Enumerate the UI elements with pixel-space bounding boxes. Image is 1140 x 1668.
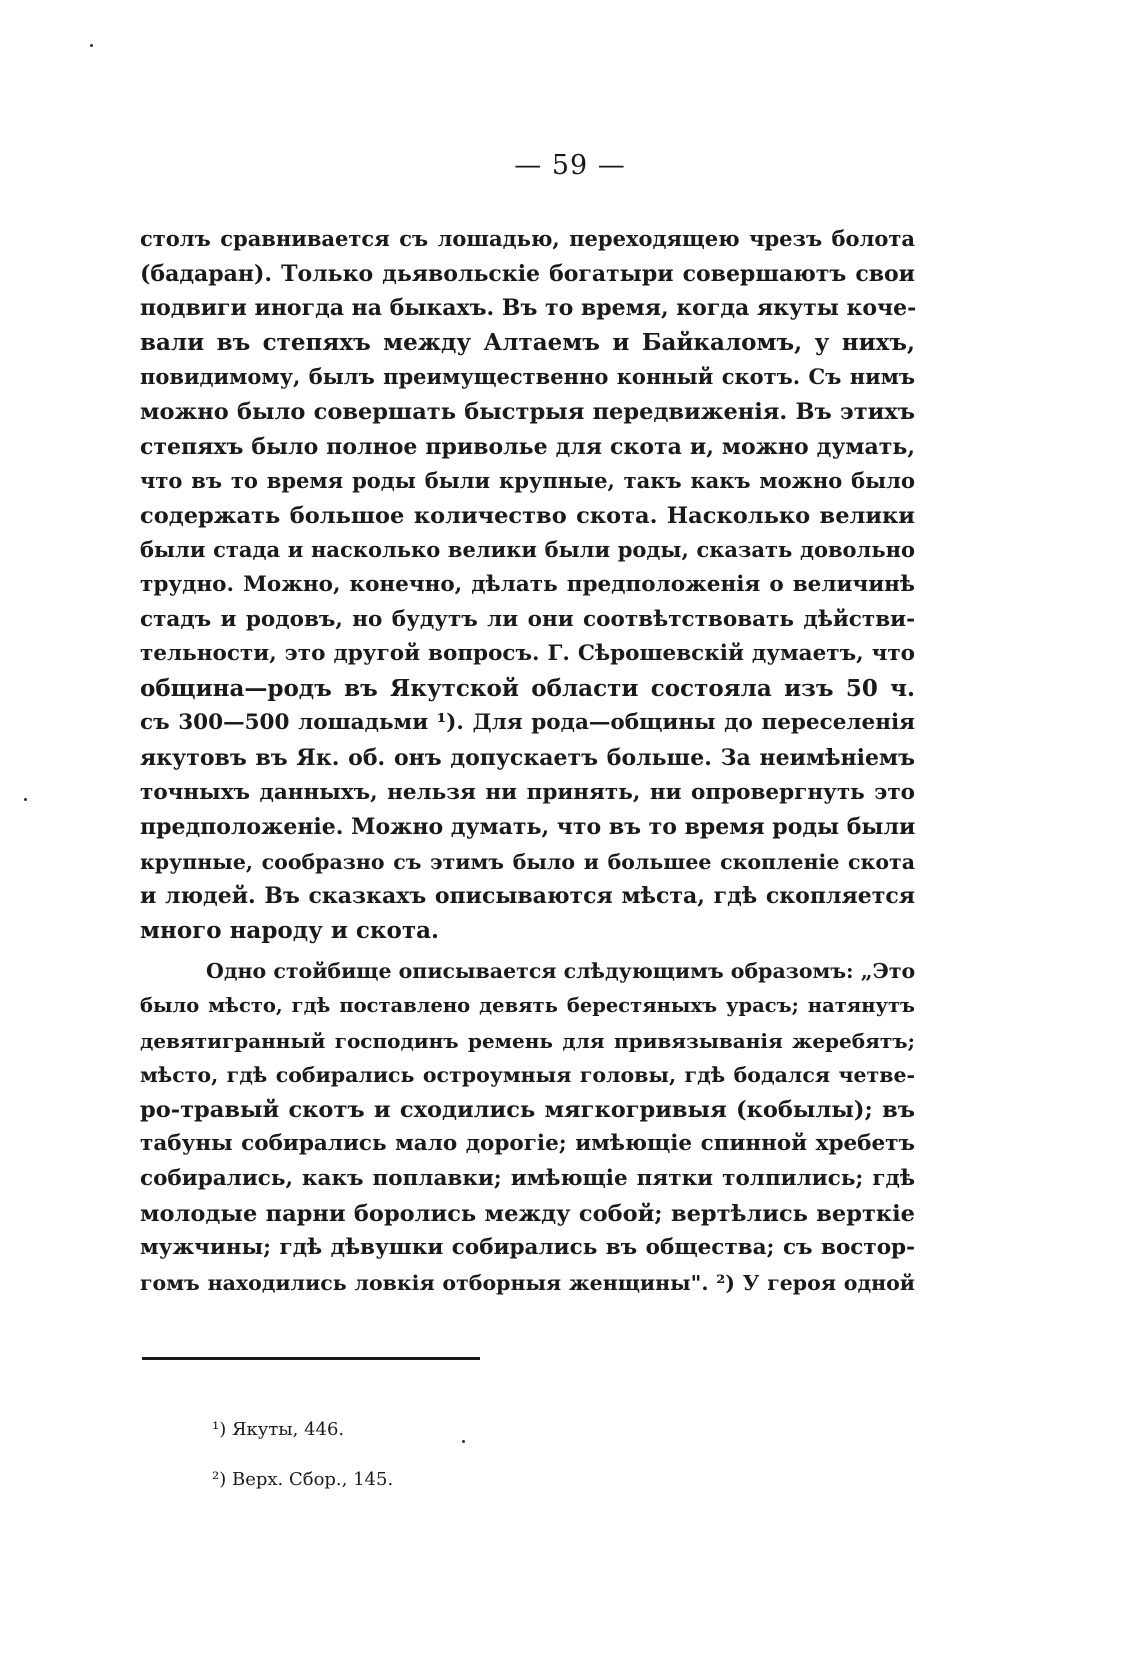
text-line: мужчины; гдѣ дѣвушки собирались въ общества; съ востор-	[140, 1235, 915, 1261]
text-line: можно было совершать быстрыя передвиженія. Въ этихъ	[140, 398, 915, 425]
footnote-2: ²) Верх. Сбор., 145.	[212, 1469, 394, 1490]
scan-speck	[462, 1440, 465, 1443]
footnote-1: ¹) Якуты, 446.	[212, 1419, 345, 1440]
text-line: девятигранный господинъ ремень для привязыванія жеребятъ;	[140, 1028, 915, 1053]
text-line: тельности, это другой вопросъ. Г. Сѣрошевскій думаетъ, что	[140, 641, 915, 667]
page-number: — 59 —	[514, 150, 626, 181]
text-line: стадъ и родовъ, но будутъ ли они соотвѣтствовать дѣйстви-	[140, 606, 915, 632]
scan-speck	[90, 44, 93, 47]
text-line: повидимому, былъ преимущественно конный скотъ. Съ нимъ	[140, 364, 915, 390]
text-line: съ 300—500 лошадьми ¹). Для рода—общины до переселенія	[140, 710, 915, 736]
text-line: вали въ степяхъ между Алтаемъ и Байкаломъ, у нихъ,	[140, 328, 915, 356]
text-line: Одно стойбище описывается слѣдующимъ образомъ: „Это	[206, 959, 916, 984]
text-line: степяхъ было полное приволье для скота и, можно думать,	[140, 433, 915, 460]
text-line: были стада и насколько велики были роды, сказать довольно	[140, 537, 915, 563]
text-line: подвиги иногда на быкахъ. Въ то время, когда якуты коче-	[140, 295, 917, 322]
text-line: содержать большое количество скота. Насколько велики	[140, 502, 915, 529]
scan-speck	[24, 798, 27, 801]
text-line: община—родъ въ Якутской области состояла изъ 50 ч.	[140, 674, 915, 702]
text-line: молодые парни боролись между собой; вертѣлись верткіе	[140, 1200, 915, 1227]
text-line: точныхъ данныхъ, нельзя ни принять, ни опровергнуть это	[140, 779, 915, 805]
text-line: ро-травый скотъ и сходились мягкогривыя (кобылы); въ	[140, 1096, 915, 1123]
paragraph-1	[140, 222, 915, 948]
text-line: мѣсто, гдѣ собирались остроумныя головы, гдѣ бодался четве-	[140, 1063, 915, 1088]
text-line: было мѣсто, гдѣ поставлено девять берестяныхъ урасъ; натянутъ	[140, 994, 915, 1018]
text-line: гомъ находились ловкія отборныя женщины". ²) У героя одной	[140, 1270, 915, 1295]
footnotes	[212, 1405, 393, 1505]
footnote-divider	[142, 1357, 480, 1360]
text-line: и людей. Въ сказкахъ описываются мѣста, гдѣ скопляется	[140, 883, 915, 910]
text-line: трудно. Можно, конечно, дѣлать предположенія о величинѣ	[140, 571, 915, 597]
text-line: предположеніе. Можно думать, что въ то время роды были	[140, 814, 916, 841]
paragraph-2	[140, 954, 915, 1300]
text-line: столъ сравнивается съ лошадью, переходящею чрезъ болота	[140, 226, 915, 251]
text-line: крупные, сообразно съ этимъ было и большее скопленіе скота	[140, 849, 915, 874]
text-line: что въ то время роды были крупные, такъ какъ можно было	[140, 468, 915, 494]
text-line: табуны собирались мало дорогіе; имѣющіе спинной хребетъ	[140, 1131, 915, 1157]
text-line: якутовъ въ Як. об. онъ допускаетъ больше. За неимѣніемъ	[140, 744, 915, 771]
text-line: (бадаран). Только дьявольскіе богатыри совершаютъ свои	[140, 260, 915, 287]
text-line: собирались, какъ поплавки; имѣющіе пятки толпились; гдѣ	[140, 1166, 915, 1192]
text-line: много народу и скота.	[140, 916, 439, 944]
body-text	[140, 222, 915, 1300]
